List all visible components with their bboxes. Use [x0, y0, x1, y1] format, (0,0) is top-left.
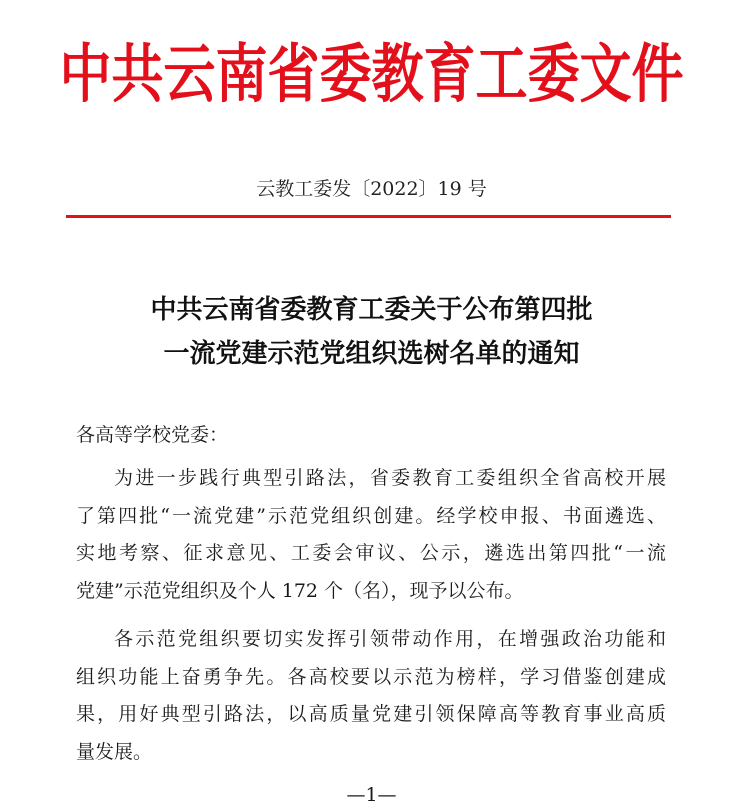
document-header-title: 中共云南省委教育工委文件: [59, 37, 684, 112]
paragraph-line: 果，用好典型引路法，以高质量党建引领保障高等教育事业高质: [76, 703, 666, 725]
paragraph-line: 组织功能上奋勇争先。各高校要以示范为榜样，学习借鉴创建成: [76, 665, 666, 688]
page-number: —1—: [346, 784, 397, 806]
paragraph-line: 了第四批“一流党建”示范党组织创建。经学校申报、书面遴选、: [76, 504, 666, 527]
body-paragraph-1: [76, 460, 666, 610]
paragraph-line: 为进一步践行典型引路法，省委教育工委组织全省高校开展: [114, 467, 666, 489]
body-paragraph-2: [76, 621, 666, 771]
red-divider-line: [66, 215, 671, 218]
paragraph-line: 实地考察、征求意见、工委会审议、公示，遴选出第四批“一流: [76, 542, 666, 564]
document-number: 云教工委发〔2022〕19 号: [256, 178, 487, 200]
notice-title: [0, 288, 743, 376]
paragraph-line: 各示范党组织要切实发挥引领带动作用，在增强政治功能和: [114, 628, 666, 650]
paragraph-line: 量发展。: [76, 740, 153, 763]
notice-title-line: 中共云南省委教育工委关于公布第四批: [150, 295, 593, 325]
paragraph-line: 党建”示范党组织及个人 172 个（名），现予以公布。: [76, 579, 524, 602]
notice-title-line: 一流党建示范党组织选树名单的通知: [163, 339, 580, 369]
salutation: 各高等学校党委：: [76, 424, 229, 446]
